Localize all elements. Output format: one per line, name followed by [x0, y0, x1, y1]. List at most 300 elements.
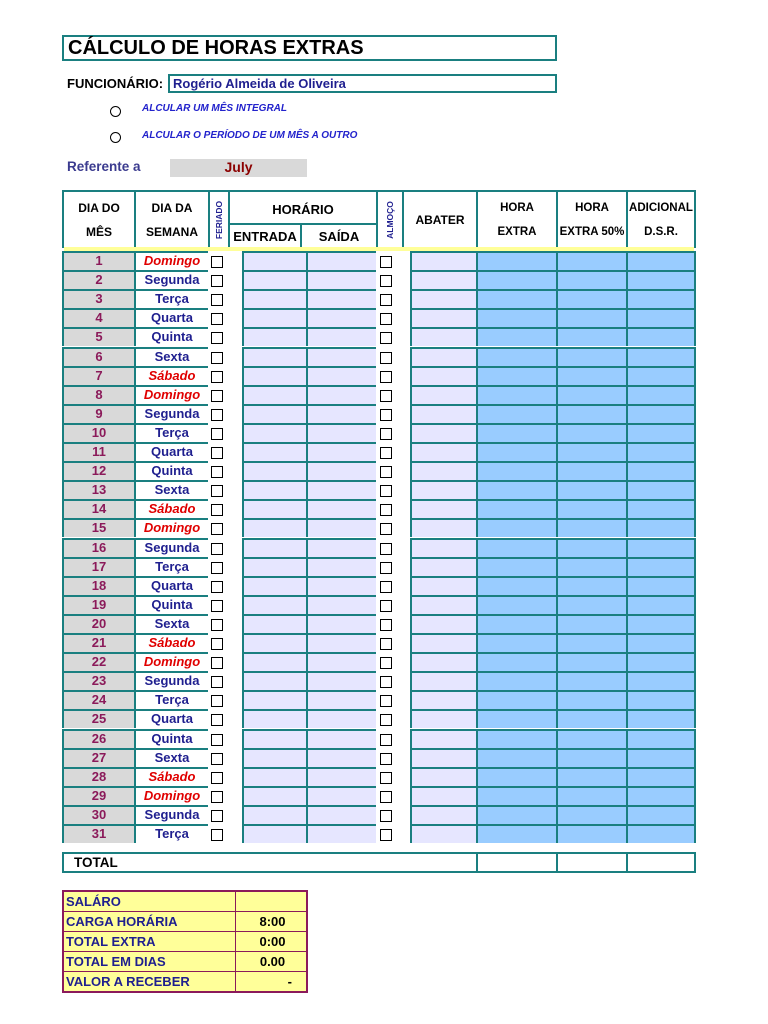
day-cell: 28 — [62, 767, 134, 786]
saida-input[interactable] — [306, 824, 376, 843]
saida-input[interactable] — [306, 652, 376, 671]
abater-input[interactable] — [410, 251, 476, 270]
entrada-input[interactable] — [242, 347, 306, 366]
feriado-checkbox[interactable] — [211, 466, 223, 478]
entrada-input[interactable] — [242, 748, 306, 767]
header-adicional: ADICIONAL — [629, 202, 693, 214]
day-cell: 6 — [62, 347, 134, 366]
table-row — [62, 767, 696, 786]
dsr-cell — [626, 595, 696, 614]
feriado-cell — [208, 576, 228, 595]
day-cell: 3 — [62, 289, 134, 308]
entrada-input[interactable] — [242, 251, 306, 270]
summary-value[interactable] — [235, 892, 309, 911]
saida-input[interactable] — [306, 633, 376, 652]
almoco-checkbox[interactable] — [380, 294, 392, 306]
entrada-input[interactable] — [242, 576, 306, 595]
table-row — [62, 423, 696, 442]
entrada-input[interactable] — [242, 557, 306, 576]
table-row — [62, 709, 696, 728]
saida-input[interactable] — [306, 499, 376, 518]
dsr-cell — [626, 729, 696, 748]
table-row — [62, 671, 696, 690]
saida-input[interactable] — [306, 614, 376, 633]
feriado-cell — [208, 366, 228, 385]
hora-extra-50-cell — [556, 557, 626, 576]
header-hora2: HORA — [575, 202, 609, 214]
saida-input[interactable] — [306, 327, 376, 346]
almoco-checkbox[interactable] — [380, 734, 392, 746]
dsr-cell — [626, 652, 696, 671]
table-row — [62, 805, 696, 824]
abater-input[interactable] — [410, 690, 476, 709]
saida-input[interactable] — [306, 366, 376, 385]
saida-input[interactable] — [306, 251, 376, 270]
saida-input[interactable] — [306, 538, 376, 557]
almoco-cell — [376, 327, 402, 346]
abater-input[interactable] — [410, 652, 476, 671]
almoco-checkbox[interactable] — [380, 810, 392, 822]
abater-input[interactable] — [410, 767, 476, 786]
almoco-cell — [376, 461, 402, 480]
dsr-cell — [626, 423, 696, 442]
dsr-cell — [626, 557, 696, 576]
almoco-checkbox[interactable] — [380, 275, 392, 287]
entrada-input[interactable] — [242, 538, 306, 557]
feriado-checkbox[interactable] — [211, 638, 223, 650]
entrada-input[interactable] — [242, 767, 306, 786]
hora-extra-cell — [476, 690, 556, 709]
hora-extra-cell — [476, 824, 556, 843]
weekday-cell: Sábado — [134, 633, 208, 652]
hora-extra-50-cell — [556, 499, 626, 518]
hora-extra-cell — [476, 614, 556, 633]
almoco-checkbox[interactable] — [380, 485, 392, 497]
weekday-cell: Quinta — [134, 595, 208, 614]
entrada-input[interactable] — [242, 423, 306, 442]
weekday-cell: Segunda — [134, 805, 208, 824]
feriado-cell — [208, 595, 228, 614]
hora-extra-cell — [476, 633, 556, 652]
hora-extra-cell — [476, 347, 556, 366]
feriado-checkbox[interactable] — [211, 791, 223, 803]
feriado-checkbox[interactable] — [211, 810, 223, 822]
employee-name-field[interactable]: Rogério Almeida de Oliveira — [168, 74, 557, 93]
hora-extra-50-cell — [556, 518, 626, 537]
saida-input[interactable] — [306, 270, 376, 289]
saida-input[interactable] — [306, 709, 376, 728]
summary-label: CARGA HORÁRIA — [66, 914, 178, 929]
feriado-checkbox[interactable] — [211, 371, 223, 383]
almoco-checkbox[interactable] — [380, 562, 392, 574]
option-full-month-label: ALCULAR UM MÊS INTEGRAL — [142, 103, 287, 114]
almoco-checkbox[interactable] — [380, 638, 392, 650]
hora-extra-cell — [476, 480, 556, 499]
weekday-cell: Terça — [134, 557, 208, 576]
entrada-input[interactable] — [242, 366, 306, 385]
hora-extra-cell — [476, 404, 556, 423]
total-hora-extra-50-cell — [558, 854, 626, 873]
entrada-input[interactable] — [242, 729, 306, 748]
hora-extra-50-cell — [556, 805, 626, 824]
entrada-input[interactable] — [242, 614, 306, 633]
feriado-checkbox[interactable] — [211, 676, 223, 688]
almoco-checkbox[interactable] — [380, 523, 392, 535]
abater-input[interactable] — [410, 442, 476, 461]
weekday-cell: Domingo — [134, 518, 208, 537]
entrada-input[interactable] — [242, 327, 306, 346]
almoco-checkbox[interactable] — [380, 753, 392, 765]
abater-input[interactable] — [410, 308, 476, 327]
hora-extra-50-cell — [556, 538, 626, 557]
entrada-input[interactable] — [242, 442, 306, 461]
feriado-cell — [208, 347, 228, 366]
almoco-checkbox[interactable] — [380, 791, 392, 803]
abater-input[interactable] — [410, 289, 476, 308]
option-month-period-radio[interactable] — [110, 132, 121, 143]
summary-label: TOTAL EXTRA — [66, 934, 156, 949]
table-row — [62, 251, 696, 270]
weekday-cell: Sexta — [134, 480, 208, 499]
dsr-cell — [626, 805, 696, 824]
abater-input[interactable] — [410, 423, 476, 442]
abater-input[interactable] — [410, 557, 476, 576]
saida-input[interactable] — [306, 423, 376, 442]
day-cell: 23 — [62, 671, 134, 690]
almoco-cell — [376, 385, 402, 404]
abater-input[interactable] — [410, 786, 476, 805]
table-row — [62, 538, 696, 557]
saida-input[interactable] — [306, 461, 376, 480]
header-saida: SAÍDA — [318, 229, 360, 244]
almoco-cell — [376, 652, 402, 671]
abater-input[interactable] — [410, 385, 476, 404]
weekday-cell: Quarta — [134, 442, 208, 461]
almoco-cell — [376, 404, 402, 423]
weekday-cell: Sábado — [134, 767, 208, 786]
weekday-cell: Terça — [134, 824, 208, 843]
reference-label: Referente a — [67, 159, 141, 174]
saida-input[interactable] — [306, 690, 376, 709]
feriado-checkbox[interactable] — [211, 695, 223, 707]
feriado-cell — [208, 538, 228, 557]
abater-input[interactable] — [410, 518, 476, 537]
feriado-checkbox[interactable] — [211, 734, 223, 746]
header-extra50: EXTRA 50% — [559, 226, 625, 238]
dsr-cell — [626, 308, 696, 327]
feriado-checkbox[interactable] — [211, 562, 223, 574]
almoco-cell — [376, 289, 402, 308]
feriado-checkbox[interactable] — [211, 352, 223, 364]
entrada-input[interactable] — [242, 404, 306, 423]
abater-input[interactable] — [410, 633, 476, 652]
feriado-cell — [208, 767, 228, 786]
abater-input[interactable] — [410, 480, 476, 499]
abater-input[interactable] — [410, 404, 476, 423]
hora-extra-cell — [476, 327, 556, 346]
table-row — [62, 385, 696, 404]
day-cell: 12 — [62, 461, 134, 480]
saida-input[interactable] — [306, 557, 376, 576]
feriado-checkbox[interactable] — [211, 504, 223, 516]
day-cell: 1 — [62, 251, 134, 270]
almoco-cell — [376, 270, 402, 289]
day-cell: 5 — [62, 327, 134, 346]
entrada-input[interactable] — [242, 652, 306, 671]
dsr-cell — [626, 767, 696, 786]
almoco-checkbox[interactable] — [380, 657, 392, 669]
abater-input[interactable] — [410, 824, 476, 843]
almoco-cell — [376, 423, 402, 442]
abater-input[interactable] — [410, 748, 476, 767]
almoco-checkbox[interactable] — [380, 619, 392, 631]
entrada-input[interactable] — [242, 633, 306, 652]
almoco-checkbox[interactable] — [380, 714, 392, 726]
abater-input[interactable] — [410, 270, 476, 289]
hora-extra-50-cell — [556, 270, 626, 289]
table-row — [62, 576, 696, 595]
hora-extra-50-cell — [556, 729, 626, 748]
weekday-cell: Quinta — [134, 327, 208, 346]
table-row — [62, 748, 696, 767]
feriado-checkbox[interactable] — [211, 256, 223, 268]
hora-extra-50-cell — [556, 614, 626, 633]
saida-input[interactable] — [306, 729, 376, 748]
saida-input[interactable] — [306, 480, 376, 499]
entrada-input[interactable] — [242, 671, 306, 690]
almoco-checkbox[interactable] — [380, 695, 392, 707]
almoco-cell — [376, 499, 402, 518]
feriado-checkbox[interactable] — [211, 714, 223, 726]
saida-input[interactable] — [306, 748, 376, 767]
option-full-month-radio[interactable] — [110, 106, 121, 117]
saida-input[interactable] — [306, 404, 376, 423]
feriado-checkbox[interactable] — [211, 390, 223, 402]
hora-extra-50-cell — [556, 480, 626, 499]
almoco-checkbox[interactable] — [380, 409, 392, 421]
dsr-cell — [626, 748, 696, 767]
feriado-checkbox[interactable] — [211, 409, 223, 421]
hora-extra-cell — [476, 461, 556, 480]
almoco-cell — [376, 576, 402, 595]
hora-extra-cell — [476, 289, 556, 308]
saida-input[interactable] — [306, 576, 376, 595]
saida-input[interactable] — [306, 518, 376, 537]
weekday-cell: Quarta — [134, 576, 208, 595]
feriado-checkbox[interactable] — [211, 428, 223, 440]
almoco-checkbox[interactable] — [380, 676, 392, 688]
almoco-checkbox[interactable] — [380, 829, 392, 841]
almoco-checkbox[interactable] — [380, 428, 392, 440]
abater-input[interactable] — [410, 595, 476, 614]
header-feriado-text: FERIADO — [214, 200, 224, 240]
almoco-cell — [376, 557, 402, 576]
almoco-checkbox[interactable] — [380, 504, 392, 516]
weekday-cell: Segunda — [134, 671, 208, 690]
table-row — [62, 614, 696, 633]
almoco-checkbox[interactable] — [380, 772, 392, 784]
saida-input[interactable] — [306, 442, 376, 461]
entrada-input[interactable] — [242, 461, 306, 480]
entrada-input[interactable] — [242, 709, 306, 728]
hora-extra-cell — [476, 308, 556, 327]
almoco-cell — [376, 538, 402, 557]
weekday-cell: Segunda — [134, 404, 208, 423]
abater-input[interactable] — [410, 729, 476, 748]
entrada-input[interactable] — [242, 690, 306, 709]
feriado-checkbox[interactable] — [211, 657, 223, 669]
almoco-checkbox[interactable] — [380, 581, 392, 593]
day-cell: 22 — [62, 652, 134, 671]
feriado-checkbox[interactable] — [211, 829, 223, 841]
abater-input[interactable] — [410, 461, 476, 480]
header-hora-extra — [478, 192, 556, 248]
entrada-input[interactable] — [242, 480, 306, 499]
saida-input[interactable] — [306, 347, 376, 366]
feriado-checkbox[interactable] — [211, 581, 223, 593]
abater-input[interactable] — [410, 538, 476, 557]
day-cell: 19 — [62, 595, 134, 614]
feriado-cell — [208, 327, 228, 346]
abater-input[interactable] — [410, 347, 476, 366]
table-row — [62, 690, 696, 709]
day-cell: 4 — [62, 308, 134, 327]
entrada-input[interactable] — [242, 385, 306, 404]
almoco-checkbox[interactable] — [380, 447, 392, 459]
feriado-checkbox[interactable] — [211, 275, 223, 287]
abater-input[interactable] — [410, 709, 476, 728]
abater-input[interactable] — [410, 327, 476, 346]
feriado-checkbox[interactable] — [211, 753, 223, 765]
summary-value: 0:00 — [235, 932, 309, 951]
hora-extra-50-cell — [556, 251, 626, 270]
feriado-checkbox[interactable] — [211, 772, 223, 784]
hora-extra-cell — [476, 366, 556, 385]
summary-row — [64, 912, 306, 932]
almoco-checkbox[interactable] — [380, 352, 392, 364]
feriado-checkbox[interactable] — [211, 447, 223, 459]
abater-input[interactable] — [410, 366, 476, 385]
table-row — [62, 327, 696, 346]
hora-extra-cell — [476, 652, 556, 671]
entrada-input[interactable] — [242, 499, 306, 518]
hora-extra-50-cell — [556, 671, 626, 690]
hora-extra-50-cell — [556, 289, 626, 308]
abater-input[interactable] — [410, 614, 476, 633]
feriado-checkbox[interactable] — [211, 332, 223, 344]
entrada-input[interactable] — [242, 595, 306, 614]
saida-input[interactable] — [306, 289, 376, 308]
almoco-checkbox[interactable] — [380, 332, 392, 344]
hora-extra-50-cell — [556, 385, 626, 404]
feriado-checkbox[interactable] — [211, 543, 223, 555]
almoco-cell — [376, 671, 402, 690]
abater-input[interactable] — [410, 576, 476, 595]
almoco-checkbox[interactable] — [380, 371, 392, 383]
feriado-checkbox[interactable] — [211, 485, 223, 497]
header-almoco-text: ALMOÇO — [385, 201, 395, 239]
feriado-cell — [208, 289, 228, 308]
weekday-cell: Domingo — [134, 652, 208, 671]
almoco-checkbox[interactable] — [380, 466, 392, 478]
summary-label: TOTAL EM DIAS — [66, 954, 166, 969]
abater-input[interactable] — [410, 805, 476, 824]
table-row — [62, 442, 696, 461]
almoco-checkbox[interactable] — [380, 600, 392, 612]
abater-input[interactable] — [410, 671, 476, 690]
almoco-cell — [376, 690, 402, 709]
feriado-checkbox[interactable] — [211, 294, 223, 306]
saida-input[interactable] — [306, 595, 376, 614]
almoco-checkbox[interactable] — [380, 390, 392, 402]
hora-extra-cell — [476, 767, 556, 786]
saida-input[interactable] — [306, 805, 376, 824]
total-label: TOTAL — [74, 855, 118, 870]
feriado-checkbox[interactable] — [211, 523, 223, 535]
abater-input[interactable] — [410, 499, 476, 518]
feriado-cell — [208, 404, 228, 423]
saida-input[interactable] — [306, 308, 376, 327]
weekday-cell: Segunda — [134, 270, 208, 289]
hora-extra-50-cell — [556, 423, 626, 442]
feriado-checkbox[interactable] — [211, 619, 223, 631]
feriado-cell — [208, 480, 228, 499]
table-row — [62, 270, 696, 289]
dsr-cell — [626, 690, 696, 709]
dsr-cell — [626, 385, 696, 404]
entrada-input[interactable] — [242, 270, 306, 289]
entrada-input[interactable] — [242, 824, 306, 843]
entrada-input[interactable] — [242, 786, 306, 805]
saida-input[interactable] — [306, 786, 376, 805]
feriado-cell — [208, 805, 228, 824]
feriado-checkbox[interactable] — [211, 313, 223, 325]
almoco-checkbox[interactable] — [380, 313, 392, 325]
hora-extra-50-cell — [556, 824, 626, 843]
saida-input[interactable] — [306, 671, 376, 690]
feriado-cell — [208, 652, 228, 671]
dsr-cell — [626, 366, 696, 385]
entrada-input[interactable] — [242, 805, 306, 824]
almoco-cell — [376, 786, 402, 805]
option-month-period-label: ALCULAR O PERÍODO DE UM MÊS A OUTRO — [142, 130, 358, 141]
weekday-cell: Quinta — [134, 461, 208, 480]
table-row — [62, 633, 696, 652]
almoco-checkbox[interactable] — [380, 543, 392, 555]
hora-extra-cell — [476, 671, 556, 690]
feriado-checkbox[interactable] — [211, 600, 223, 612]
header-abater: ABATER — [415, 213, 465, 227]
hora-extra-cell — [476, 442, 556, 461]
entrada-input[interactable] — [242, 308, 306, 327]
feriado-cell — [208, 614, 228, 633]
entrada-input[interactable] — [242, 289, 306, 308]
table-row — [62, 557, 696, 576]
hora-extra-50-cell — [556, 709, 626, 728]
entrada-input[interactable] — [242, 518, 306, 537]
almoco-cell — [376, 366, 402, 385]
header-mes: MÊS — [85, 225, 112, 239]
hora-extra-50-cell — [556, 461, 626, 480]
reference-month-field[interactable]: July — [170, 159, 307, 177]
saida-input[interactable] — [306, 385, 376, 404]
feriado-cell — [208, 729, 228, 748]
almoco-checkbox[interactable] — [380, 256, 392, 268]
summary-table — [62, 890, 308, 993]
dsr-cell — [626, 538, 696, 557]
saida-input[interactable] — [306, 767, 376, 786]
weekday-cell: Quarta — [134, 308, 208, 327]
